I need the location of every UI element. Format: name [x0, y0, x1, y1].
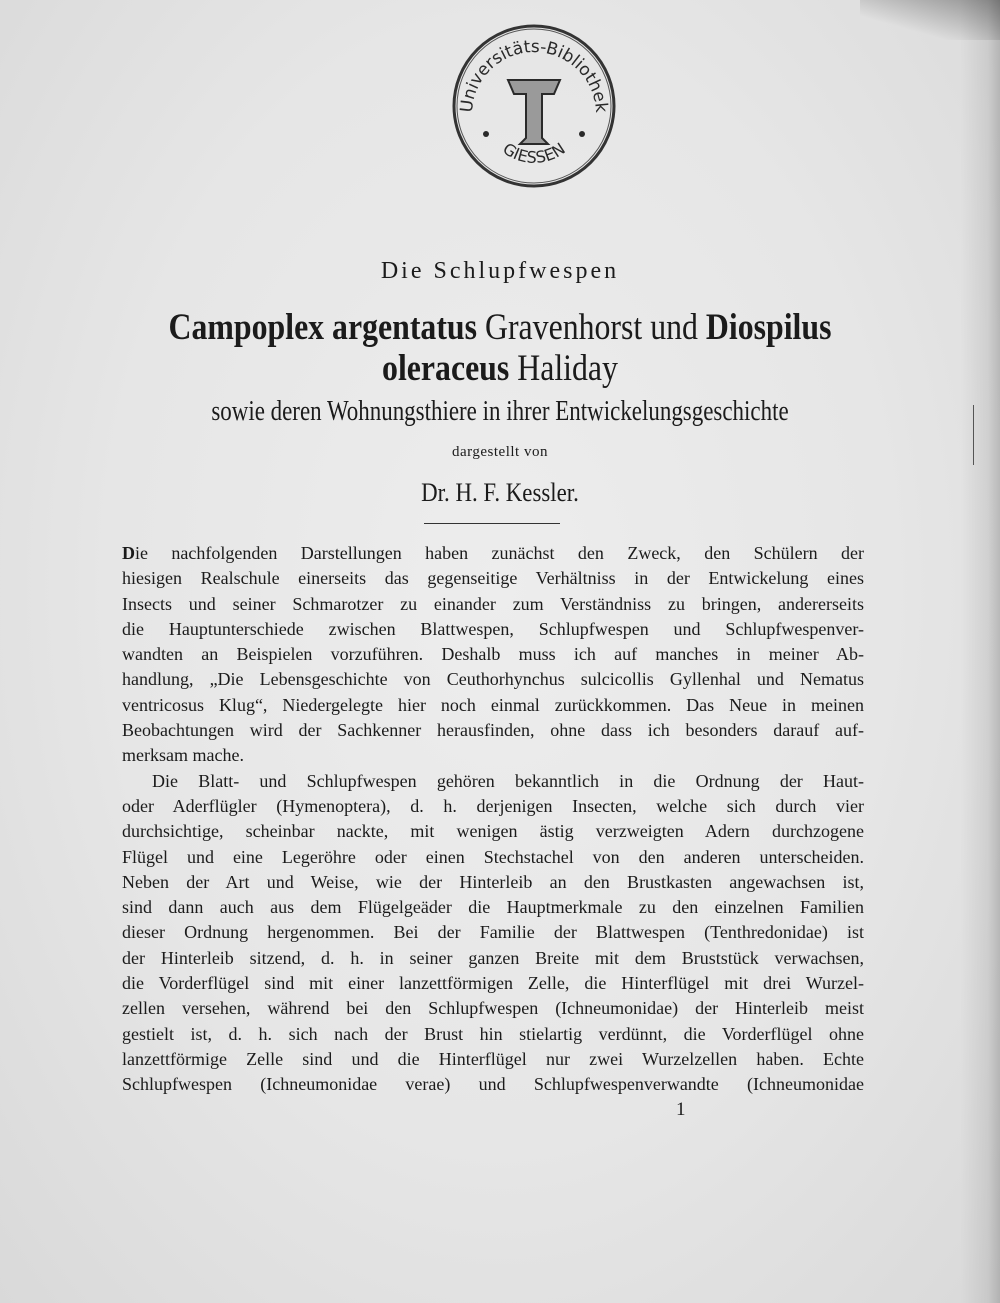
- text-line: handlung, „Die Lebensgeschichte von Ceuthorhynchus sulcicollis Gyllenhal und Nematus: [122, 669, 864, 690]
- text-line: Die Blatt- und Schlupfwespen gehören bekanntlich in die Ordnung der Haut-: [152, 770, 864, 791]
- library-stamp-icon: [450, 22, 618, 190]
- page-number: 1: [676, 1099, 686, 1120]
- text-line: hiesigen Realschule einerseits das gegenseitige Verhältniss in der Entwickelung eines: [122, 568, 864, 589]
- text-line: oder Aderflügler (Hymenoptera), d. h. derjenigen Insecten, welche sich durch vier: [122, 795, 864, 816]
- title-species-1: Campoplex argentatus: [168, 307, 478, 348]
- title-author-2: Haliday: [517, 348, 618, 389]
- text-line: zellen versehen, während bei den Schlupfwespen (Ichneumonidae) der Hinterleib meist: [122, 998, 864, 1019]
- text-line: wandten an Beispielen vorzuführen. Deshalb muss ich auf manches in meiner Ab-: [122, 644, 864, 665]
- author: Dr. H. F. Kessler.: [421, 478, 579, 507]
- pretitle: Die Schlupfwespen: [380, 258, 620, 284]
- text-line: gestielt ist, d. h. sich nach der Brust hin stielartig verdünnt, die Vorderflügel ohne: [122, 1023, 864, 1044]
- text-line: lanzettförmige Zelle sind und die Hinterflügel nur zwei Wurzelzellen haben. Echte: [122, 1048, 864, 1069]
- text-line: sind dann auch aus dem Flügelgeäder die Hauptmerkmale zu den einzelnen Familien: [122, 897, 864, 918]
- title-genus-2: Diospilus: [705, 307, 832, 348]
- title-line-2: [70, 347, 930, 390]
- body-text: [122, 541, 864, 1098]
- text-line: dieser Ordnung hergenommen. Bei der Familie der Blattwespen (Tenthredonidae) ist: [122, 922, 864, 943]
- text-line: Die nachfolgenden Darstellungen haben zunächst den Zweck, den Schülern der: [122, 543, 864, 563]
- text-line: ventricosus Klug“, Niedergelegte hier noch einmal zurückkommen. Das Neue in meinen: [122, 694, 864, 715]
- title-author-1: Gravenhorst: [484, 307, 643, 348]
- title-species-2: oleraceus: [382, 348, 510, 389]
- drop-cap: D: [122, 543, 135, 563]
- stamp-bottom-text: GIESSEN: [499, 138, 569, 168]
- text-line: der Hinterleib sitzend, d. h. in seiner ganzen Breite mit dem Bruststück verwachsen,: [122, 947, 864, 968]
- text-line: durchsichtige, scheinbar nackte, mit wenigen ästig verzweigten Adern durchzogene: [122, 821, 864, 842]
- corner-shadow: [860, 0, 1000, 40]
- text-line: merksam mache.: [122, 745, 244, 766]
- stamp-top-text: Universitäts-Bibliothek: [456, 36, 612, 114]
- title-divider: [424, 523, 560, 524]
- title-line-1: [70, 306, 930, 349]
- byline: dargestellt von: [452, 444, 548, 460]
- text-line: die Hauptunterschiede zwischen Blattwespen, Schlupfwespen und Schlupfwespenver-: [122, 618, 864, 639]
- subtitle: sowie deren Wohnungsthiere in ihrer Entwickelungsgeschichte: [211, 396, 789, 427]
- text-line: die Vorderflügel sind mit einer lanzettförmigen Zelle, die Hinterflügel mit drei Wurzel-: [122, 973, 864, 994]
- text-line: Schlupfwespen (Ichneumonidae verae) und Schlupfwespenverwandte (Ichneumonidae: [122, 1074, 864, 1095]
- text-line: Flügel und eine Legeröhre oder einen Stechstachel von den anderen unterscheiden.: [122, 846, 864, 867]
- text-line: Beobachtungen wird der Sachkenner herausfinden, ohne dass ich besonders darauf auf-: [122, 720, 864, 741]
- page-edge-shadow: [960, 0, 1000, 1303]
- title-conjunction: und: [650, 307, 698, 348]
- text-line: Neben der Art und Weise, wie der Hinterleib an den Brustkasten angewachsen ist,: [122, 871, 864, 892]
- text-line: Insects und seiner Schmarotzer zu einander zum Verständniss zu bringen, andererseits: [122, 593, 864, 614]
